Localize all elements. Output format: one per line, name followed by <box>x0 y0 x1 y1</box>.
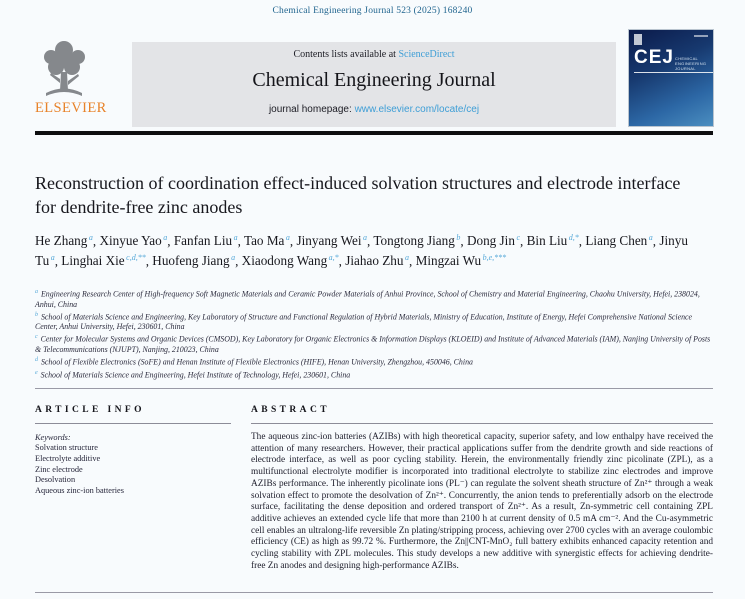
elsevier-tree-icon <box>37 39 91 99</box>
keywords-label: Keywords: <box>35 433 71 442</box>
affiliation-list <box>35 287 711 380</box>
author-affiliation-sup: a <box>233 233 238 242</box>
journal-citation: Chemical Engineering Journal 523 (2025) 168240 <box>272 6 473 16</box>
cover-subtitle: CHEMICAL ENGINEERING JOURNAL <box>675 56 707 71</box>
abstract-column <box>251 405 713 572</box>
contents-line <box>132 49 616 60</box>
journal-title: Chemical Engineering Journal <box>252 69 496 91</box>
abstract-text: The aqueous zinc-ion batteries (AZIBs) with high theoretical capacity, superior safety, and low enthalpy have received the attention of many researchers. However, their practical applications suffer from the dendrite growth and side reactions of electrode interface, as well as poor cycling stability. Herein, the environmentally friendly zinc picolinate (ZPL), as a multifunctional electrolyte modifier is incorporated into traditional electrolyte to stabilize zinc electrodes and improve AZIBs performance. The inherently picolinate ions (PL⁻) can regulate the solvent sheath structure of Zn²⁺ through a weak solvation effect to promote the desolvation of Zn²⁺. Concurrently, the anion tends to preferentially adsorb on the electrode surface, facilitating the dense deposition and ordered transport of Zn²⁺. As a result, Zn-symmetric cell containing ZPL additive achieves an extended cycle life that more than 2100 h at current density of 0.5 mA cm⁻². And the Cu-asymmetric cell enables an ultralong-life reversible Zn plating/stripping process, achieving over 2700 cycles with an average coulombic efficiency (CE) as high as 99.72 %. Furthermore, the Zn||CNT-MnO₂ full battery exhibits enhanced capacity retention and cycling stability with ZPL molecules. This study develops a new additive with synergistic effects for achieving dendrite-free Zn anodes and designing high-performance AZIBs. <box>251 432 713 571</box>
author: Jiahao Zhu $^a$ <box>345 252 409 269</box>
keywords-list <box>35 443 231 497</box>
sciencedirect-link[interactable]: ScienceDirect <box>398 49 455 60</box>
divider <box>35 388 713 389</box>
keyword: Desolvation <box>35 475 76 485</box>
cover-publisher-icon <box>634 34 642 45</box>
author: Bin Liu $^{d,*}$ <box>526 233 579 249</box>
homepage-line <box>132 104 616 115</box>
author-affiliation-sup: a <box>648 233 653 242</box>
keyword: Aqueous zinc-ion batteries <box>35 486 124 496</box>
author-list: He Zhang $^a$, Xinyue Yao $^a$, Fanfan Liu $^a$, Tao Ma $^a$, Jinyang Wei $^a$, Tongtong Jiang $^b$, Dong Jin $^c$, Bin Liu $^{d,*}$, Liang Chen $^a$, Jinyu Tu $^a$, Linghai Xie $^{c,d,**}$, Huofeng Jiang $^a$, Xiaodong Wang $^{a,*}$, Jiahao Zhu $^a$, Mingzai Wu $^{b,e,***}$ <box>35 233 688 269</box>
affiliation: $^c$ Center for Molecular Systems and Organic Devices (CMSOD), Key Laboratory for Organic Electronics & Information Displays (KLOEID) and Institute of Advanced Materials (IAM), Nanjing University of Posts & Telecommunications (NJUPT), Nanjing, 210023, China <box>35 334 711 354</box>
author-affiliation-sup: d,* <box>568 233 579 242</box>
affiliation: $^b$ School of Materials Science and Engineering, Key Laboratory of Structure and Functional Regulation of Hybrid Materials, Ministry of Education, Institute of Energy, Hefei Comprehensive National Science Center, Anhui University, Hefei, 230601, China <box>35 311 693 332</box>
elsevier-logo <box>35 30 132 127</box>
journal-banner <box>35 30 713 127</box>
author: Jinyang Wei $^a$ <box>296 233 367 249</box>
keyword: Electrolyte additive <box>35 453 101 463</box>
author: Liang Chen $^a$ <box>585 233 653 249</box>
affiliation: $^e$ School of Materials Science and Engineering, Hefei Institute of Technology, Hefei, 230601, China <box>35 369 351 380</box>
banner-center <box>132 42 616 127</box>
author: Dong Jin $^c$ <box>466 233 521 249</box>
elsevier-wordmark: ELSEVIER <box>35 100 107 116</box>
author-affiliation-sup: c,d,** <box>126 252 146 262</box>
journal-cover-thumbnail <box>629 30 713 126</box>
article-info-column <box>35 405 231 572</box>
author: Jinyu Tu $^a$ <box>35 233 688 269</box>
author: Xiaodong Wang $^{a,*}$ <box>241 252 339 269</box>
cover-acronym: CEJ <box>634 47 674 68</box>
author-affiliation-sup: a <box>50 252 55 262</box>
author: Linghai Xie $^{c,d,**}$ <box>61 252 146 269</box>
divider <box>35 592 713 593</box>
info-abstract-section <box>35 405 713 572</box>
keyword: Zinc electrode <box>35 464 83 474</box>
author: Tao Ma $^a$ <box>243 233 290 249</box>
author-affiliation-sup: b,e,*** <box>482 252 507 262</box>
author-affiliation-sup: a <box>405 252 409 262</box>
homepage-prefix: journal homepage: <box>268 104 355 115</box>
author: He Zhang $^a$ <box>35 233 93 249</box>
article-info-heading: ARTICLE INFO <box>35 405 231 424</box>
author-affiliation-sup: c <box>516 233 521 242</box>
author: Huofeng Jiang $^a$ <box>152 252 236 269</box>
author-affiliation-sup: a <box>363 233 367 242</box>
author: Fanfan Liu $^a$ <box>173 233 238 249</box>
cover-divider <box>634 72 713 73</box>
author-affiliation-sup: b <box>456 233 461 242</box>
header-divider-bar <box>35 131 713 135</box>
author: Tongtong Jiang $^b$ <box>373 233 461 249</box>
author: Mingzai Wu $^{b,e,***}$ <box>415 252 507 269</box>
affiliation: $^a$ Engineering Research Center of High-frequency Soft Magnetic Materials and Ceramic Powder Materials of Anhui Province, School of Chemistry and Material Engineering, Chaohu University, Hefei, 238024, Anhui, China <box>35 289 700 309</box>
author-affiliation-sup: a <box>285 233 290 242</box>
homepage-link[interactable]: www.elsevier.com/locate/cej <box>354 104 480 115</box>
author-affiliation-sup: a <box>163 233 168 242</box>
keyword: Solvation structure <box>35 443 98 452</box>
abstract-heading: ABSTRACT <box>251 405 713 424</box>
author-affiliation-sup: a,* <box>328 252 339 262</box>
author-affiliation-sup: a <box>88 233 93 242</box>
affiliation: $^d$ School of Flexible Electronics (SoFE) and Henan Institute of Flexible Electronics (HIFE), Henan University, Zhengzhou, 450046, China <box>35 356 473 367</box>
contents-prefix: Contents lists available at <box>293 49 399 60</box>
author: Xinyue Yao $^a$ <box>99 233 168 249</box>
cover-volume-text <box>694 35 708 37</box>
article-title: Reconstruction of coordination effect-induced solvation structures and electrode interface for dendrite-free zinc anodes <box>35 173 681 217</box>
author-affiliation-sup: a <box>231 252 236 262</box>
